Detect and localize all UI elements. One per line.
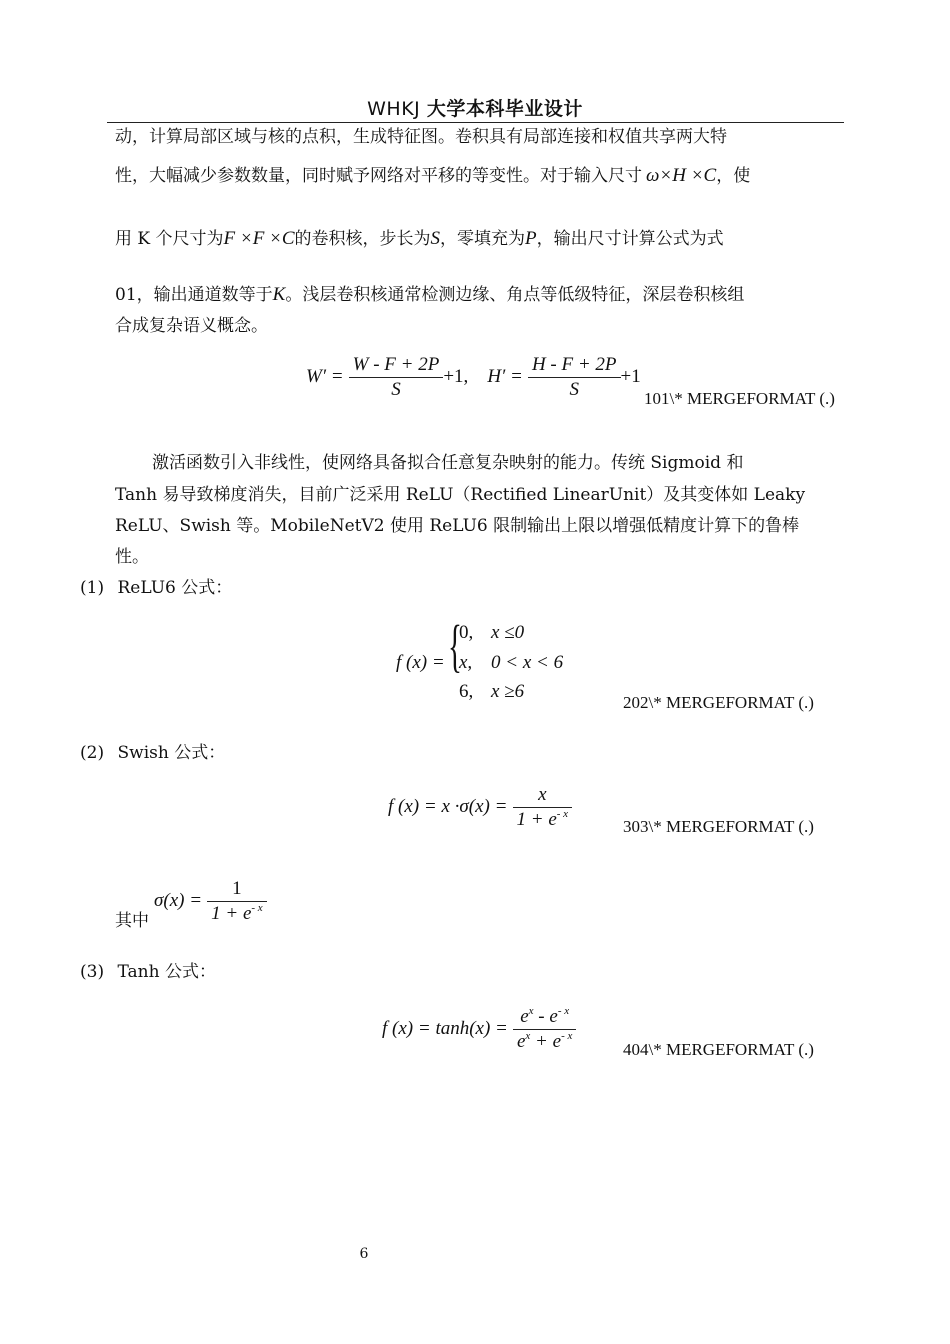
eq4-lhs: f (x) = tanh(x) = [382, 1018, 508, 1039]
eq3-num: x [513, 783, 573, 808]
list-item-tanh [80, 962, 216, 982]
eq1-lhs2: H′ = [487, 366, 523, 387]
eq3-frac [513, 783, 573, 832]
eq4-den [513, 1030, 576, 1054]
list-item-swish [80, 743, 225, 763]
header-rule [107, 122, 844, 123]
para1-line4-a: 01，输出通道数等于 [115, 285, 273, 305]
header-latin: WHKJ [367, 98, 421, 120]
eq2-case2-cond: 0 < x < 6 [491, 652, 564, 673]
para1-line3-d: ，输出尺寸计算公式为式 [536, 229, 724, 249]
eq3-den-base: 1 + e [516, 809, 557, 830]
para1-line3-a: 用 K 个尺寸为 [115, 229, 224, 249]
eq4-num-a: e [520, 1006, 529, 1027]
eq3-number: 303\* MERGEFORMAT (.) [623, 817, 814, 836]
eq4-frac [513, 1005, 576, 1054]
sigmoid-den [207, 902, 267, 926]
inline-math-k: K [272, 284, 286, 305]
para1-line4 [115, 285, 744, 305]
inline-math-padding: P [525, 228, 537, 249]
equation-output-size [306, 353, 641, 402]
eq4-num [513, 1005, 576, 1030]
list-item-relu6 [80, 578, 232, 598]
equation-sigmoid [154, 877, 267, 926]
eq1-num1: W - F + 2P [349, 353, 444, 378]
page-header [0, 94, 950, 121]
where-text: 其中 [115, 911, 149, 931]
left-brace: { [448, 613, 462, 678]
sigmoid-lhs: σ(x) = [154, 890, 203, 911]
para2-line2: Tanh 易导致梯度消失，目前广泛采用 ReLU（Rectified LinearUnit）及其变体如 Leaky [115, 485, 806, 505]
list-marker: (1) [80, 578, 105, 598]
para1-line1: 动，计算局部区域与核的点积，生成特征图。卷积具有局部连接和权值共享两大特 [115, 127, 727, 147]
eq2-lhs [396, 652, 445, 674]
para1-line3 [115, 229, 724, 249]
eq3-lhs: f (x) = x ·σ(x) = [388, 796, 508, 817]
header-title: 大学本科毕业设计 [426, 98, 583, 120]
eq2-lhs-text: f (x) = [396, 652, 445, 673]
eq1-number: 101\* MERGEFORMAT (.) [644, 389, 835, 408]
eq1-frac2 [528, 353, 621, 402]
eq2-case2-val: x, [459, 652, 473, 673]
list-label: ReLU6 公式： [117, 578, 233, 598]
equation-swish [388, 783, 572, 832]
list-label: Tanh 公式： [117, 962, 216, 982]
para1-line2-text: 性，大幅减少参数数量，同时赋予网络对平移的等变性。对于输入尺寸 [115, 166, 642, 186]
inline-math-kernel-size: F ×F ×C [223, 228, 295, 249]
sigmoid-num: 1 [207, 877, 267, 902]
list-label: Swish 公式： [117, 743, 226, 763]
eq1-num2: H - F + 2P [528, 353, 621, 378]
eq4-number: 404\* MERGEFORMAT (.) [623, 1040, 814, 1059]
para2-line3: ReLU、Swish 等。MobileNetV2 使用 ReLU6 限制输出上限以增强低精度计算下的鲁棒 [115, 516, 800, 536]
eq1-lhs1: W′ = [306, 366, 344, 387]
eq1-tail2: +1 [620, 366, 641, 387]
para1-line2-end: ，使 [716, 166, 751, 186]
eq2-case1-cond: x ≤0 [491, 622, 525, 643]
eq3-den [513, 808, 573, 832]
sigmoid-den-base: 1 + e [211, 903, 252, 924]
eq2-case1-val: 0, [459, 622, 474, 643]
eq2-number: 202\* MERGEFORMAT (.) [623, 693, 814, 712]
eq1-tail1: +1, [443, 366, 469, 387]
eq4-num-a-exp: x [528, 1005, 534, 1017]
sigmoid-frac [207, 877, 267, 926]
para1-line5: 合成复杂语义概念。 [115, 316, 268, 336]
para1-line3-c: ，零填充为 [440, 229, 526, 249]
eq4-den-op: + e [530, 1031, 562, 1052]
eq4-num-op: - e [533, 1006, 558, 1027]
list-marker: (3) [80, 962, 105, 982]
eq4-den-b-exp: - x [561, 1030, 573, 1042]
eq4-den-a-exp: x [525, 1030, 531, 1042]
eq1-den2: S [569, 379, 579, 400]
list-marker: (2) [80, 743, 105, 763]
para2-line1: 激活函数引入非线性，使网络具备拟合任意复杂映射的能力。传统 Sigmoid 和 [152, 453, 744, 473]
para1-line4-b: 。浅层卷积核通常检测边缘、角点等低级特征，深层卷积核组 [285, 285, 745, 305]
eq1-frac1 [349, 353, 444, 402]
eq2-case3-cond: x ≥6 [491, 681, 525, 702]
para2-line4: 性。 [115, 547, 149, 567]
inline-math-input-size: ω×H ×C [646, 165, 717, 186]
inline-math-stride: S [430, 228, 441, 249]
page-number: 6 [359, 1246, 369, 1262]
sigmoid-den-exp: - x [251, 902, 263, 914]
eq2-case3-val: 6, [459, 681, 474, 702]
equation-tanh [382, 1005, 576, 1054]
para1-line2 [115, 166, 750, 186]
eq3-den-exp: - x [556, 808, 569, 820]
eq4-den-a: e [516, 1031, 526, 1052]
eq4-num-b-exp: - x [557, 1005, 570, 1017]
para1-line3-b: 的卷积核，步长为 [294, 229, 431, 249]
eq1-den1: S [391, 379, 401, 400]
